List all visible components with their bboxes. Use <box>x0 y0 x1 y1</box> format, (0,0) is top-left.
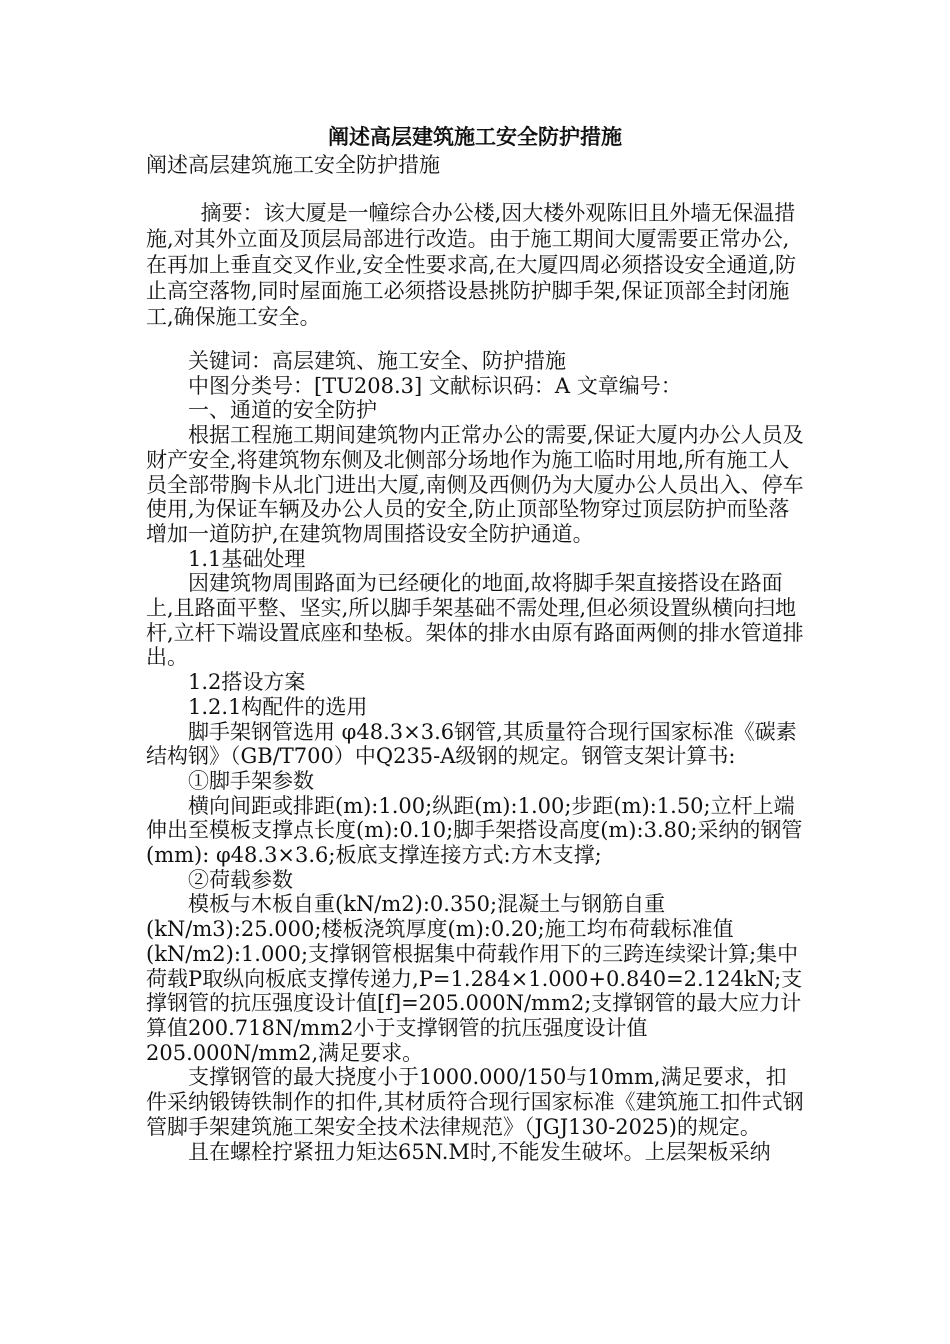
parameter-heading: ②荷载参数 <box>188 867 293 892</box>
document-title: 阐述高层建筑施工安全防护措施 <box>328 124 622 149</box>
section-heading: 1.1基础处理 <box>188 546 306 571</box>
paragraph: 因建筑物周围路面为已经硬化的地面,故将脚手架直接搭设在路面上,且路面平整、坚实,所以脚手架基础不需处理,但必须设置纵横向扫地杆,立杆下端设置底座和垫板。架体的排水由原有路面两侧的排水管道排出。 <box>146 571 804 670</box>
parameter-heading: ①脚手架参数 <box>188 768 314 793</box>
document-subtitle: 阐述高层建筑施工安全防护措施 <box>146 153 440 177</box>
keywords-line: 关键词：高层建筑、施工安全、防护措施 <box>188 349 566 373</box>
paragraph: 根据工程施工期间建筑物内正常办公的需要,保证大厦内办公人员及财产安全,将建筑物东侧及北侧部分场地作为施工临时用地,所有施工人员全部带胸卡从北门进出大厦,南侧及西侧仍为大厦办公人员出入、停车使用,为保证车辆及办公人员的安全,防止顶部坠物穿过顶层防护而坠落增加一道防护,在建筑物周围搭设安全防护通道。 <box>146 423 804 546</box>
paragraph: 支撑钢管的最大挠度小于1000.000/150与10mm,满足要求，扣件采纳锻铸铁制作的扣件,其材质符合现行国家标准《建筑施工扣件式钢管脚手架建筑施工架安全技术法律规范》（JGJ130-2025)的规定。 <box>146 1065 804 1139</box>
section-heading: 1.2搭设方案 <box>188 670 306 695</box>
paragraph: 且在螺栓拧紧扭力矩达65N.M时,不能发生破坏。上层架板采纳 <box>188 1139 771 1164</box>
paragraph: 横向间距或排距(m):1.00;纵距(m):1.00;步距(m):1.50;立杆上端伸出至模板支撑点长度(m):0.10;脚手架搭设高度(m):3.80;采纳的钢管(mm): φ48.3×3.6;板底支撑连接方式:方木支撑; <box>146 793 803 868</box>
document-body <box>146 349 806 1164</box>
abstract-paragraph: 摘要：该大厦是一幢综合办公楼,因大楼外观陈旧且外墙无保温措施,对其外立面及顶层局部进行改造。由于施工期间大厦需要正常办公,在再加上垂直交叉作业,安全性要求高,在大厦四周必须搭设安全通道,防止高空落物,同时屋面施工必须搭设悬挑防护脚手架,保证顶部全封闭施工,确保施工安全。 <box>146 201 797 329</box>
section-heading: 一、通道的安全防护 <box>188 398 377 423</box>
section-heading: 1.2.1构配件的选用 <box>188 694 368 719</box>
paragraph: 脚手架钢管选用 φ48.3×3.6钢管,其质量符合现行国家标准《碳素结构钢》（GB/T700）中Q235-A级钢的规定。钢管支架计算书: <box>146 719 797 769</box>
abstract-block <box>146 200 806 330</box>
classification-line: 中图分类号：[TU208.3] 文献标识码：A 文章编号： <box>188 373 682 398</box>
paragraph: 模板与木板自重(kN/m2):0.350;混凝土与钢筋自重(kN/m3):25.000;楼板浇筑厚度(m):0.20;施工均布荷载标准值(kN/m2):1.000;支撑钢管根据集中荷载作用下的三跨连续梁计算;集中荷载P取纵向板底支撑传递力,P=1.284×1.000+0.840=2.124kN;支撑钢管的抗压强度设计值[f]=205.000N/mm2;支撑钢管的最大应力计算值200.718N/mm2小于支撑钢管的抗压强度设计值205.000N/mm2,满足要求。 <box>146 892 803 1065</box>
